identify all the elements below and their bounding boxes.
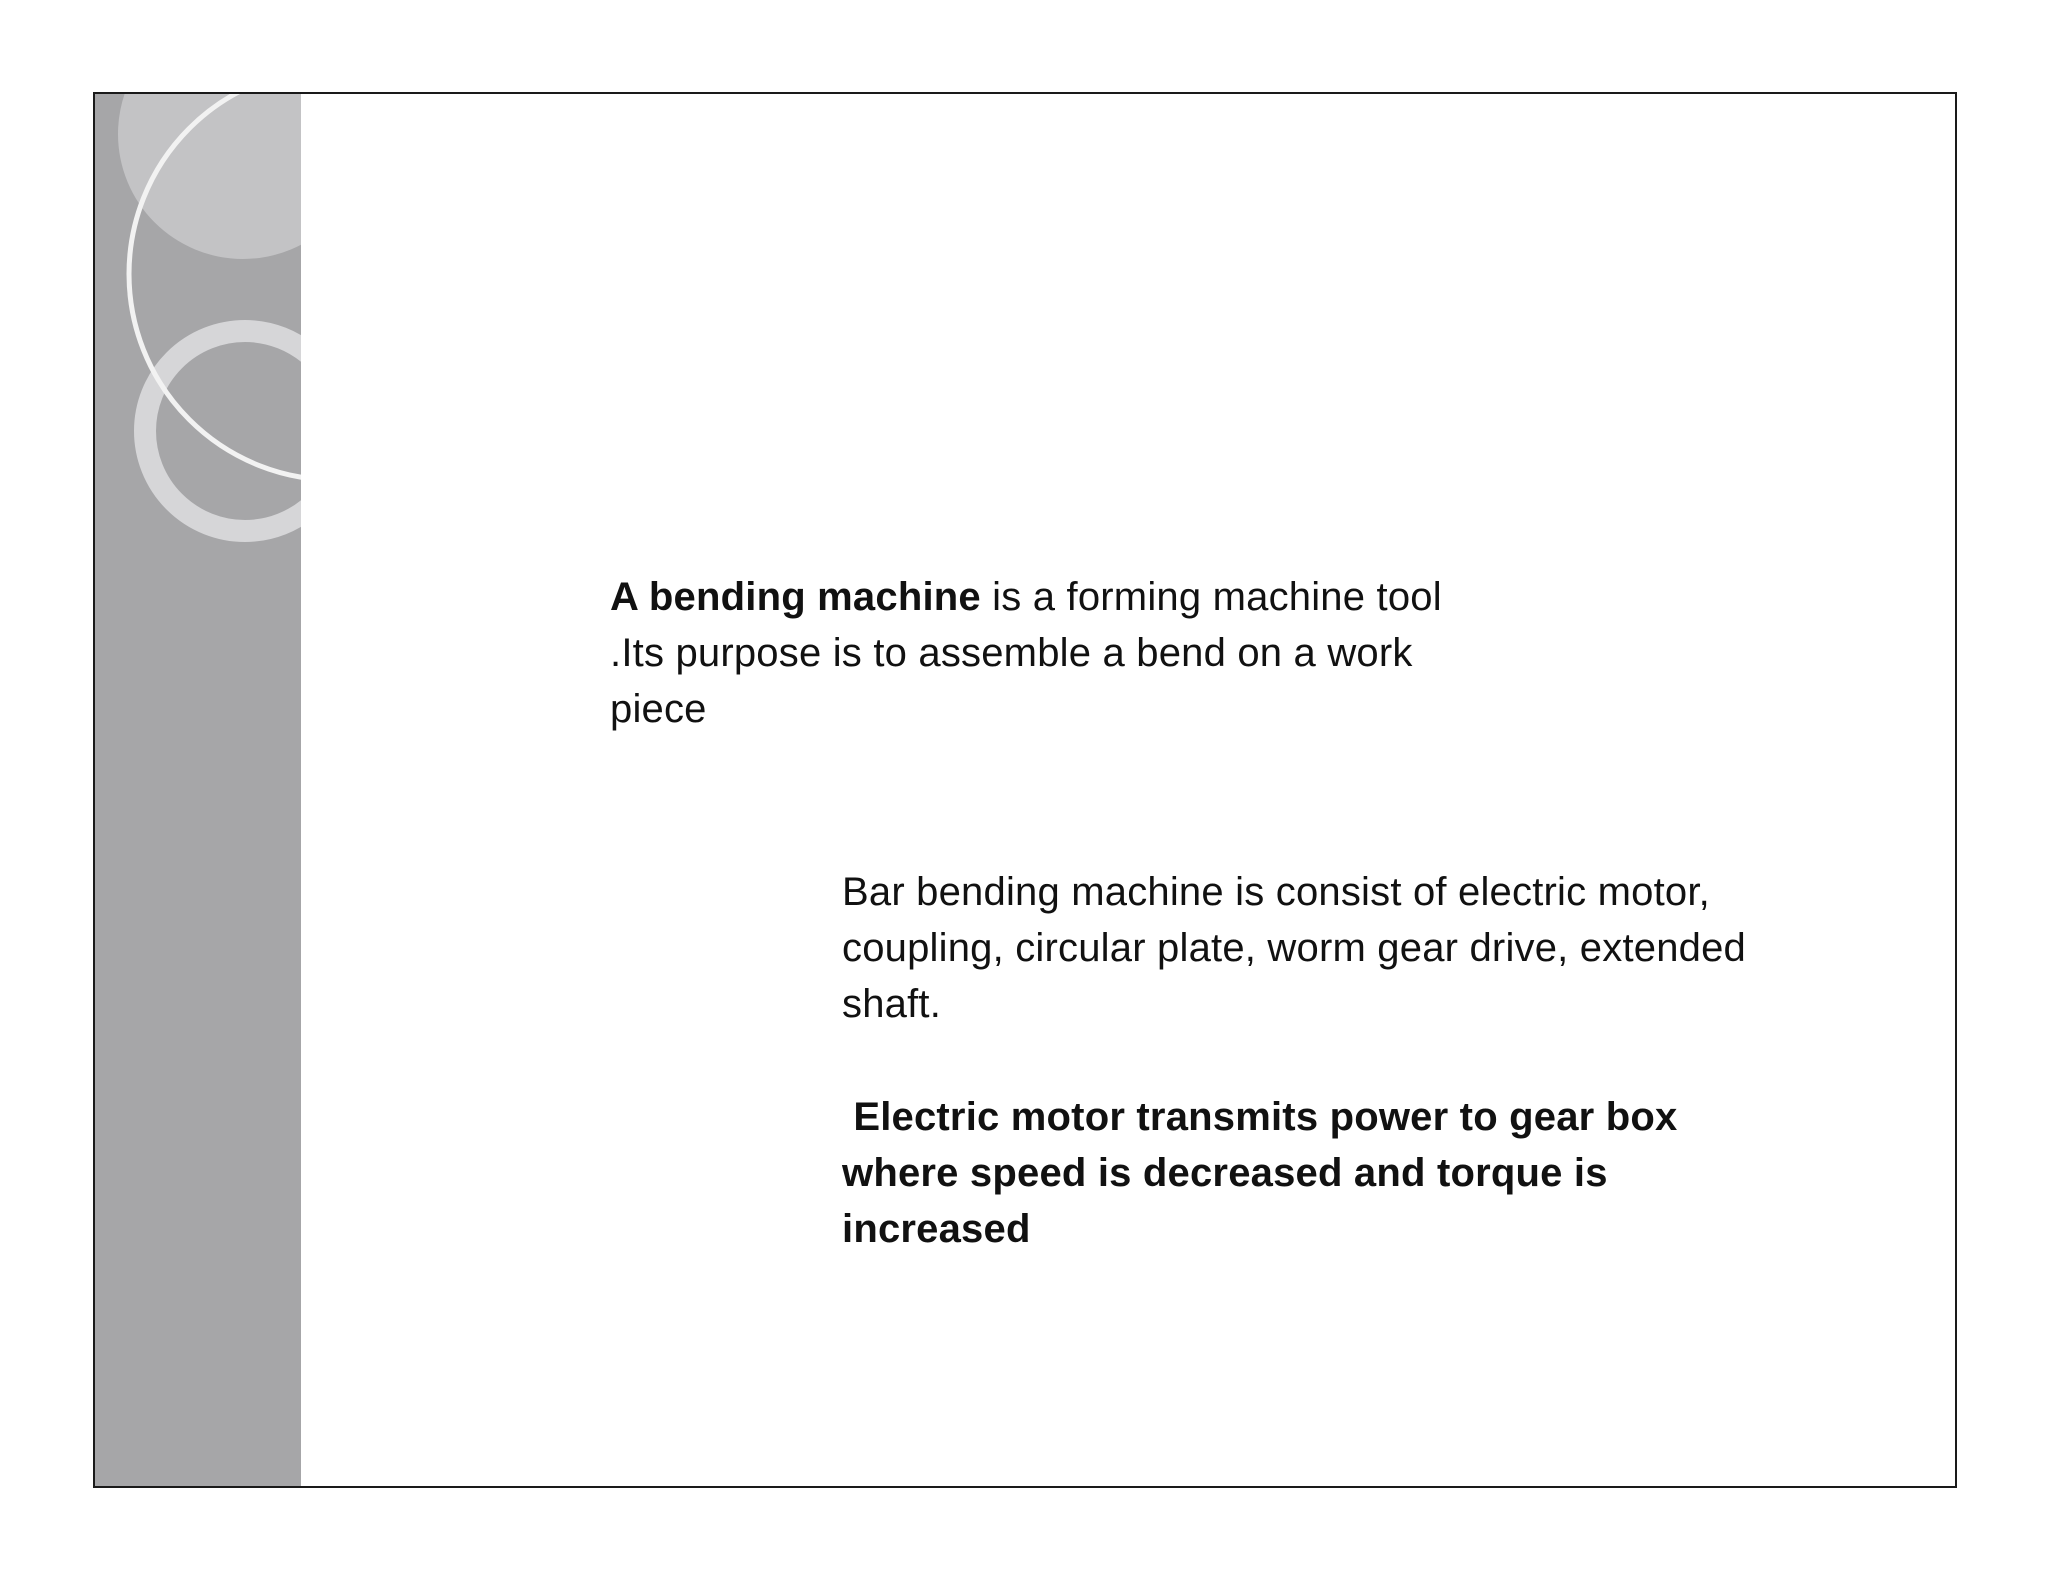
decorative-circles-graphic — [95, 94, 301, 1486]
paragraph-motor-transmission: Electric motor transmits power to gear box where speed is decreased and torque is increased — [842, 1095, 1689, 1251]
light-circle-shape — [118, 94, 301, 259]
paragraph-bar-bending-components: Bar bending machine is consist of electric motor, coupling, circular plate, worm gear drive, extended shaft. — [842, 870, 1746, 1026]
decorative-sidebar — [95, 94, 301, 1486]
paragraph-bending-machine-definition — [610, 569, 1490, 737]
pale-ring-shape — [145, 331, 301, 531]
definition-text: is a forming machine tool .Its purpose is to assemble a bend on a work piece — [610, 575, 1442, 731]
slide — [93, 92, 1957, 1488]
bold-lead-text: A bending machine — [610, 575, 981, 619]
